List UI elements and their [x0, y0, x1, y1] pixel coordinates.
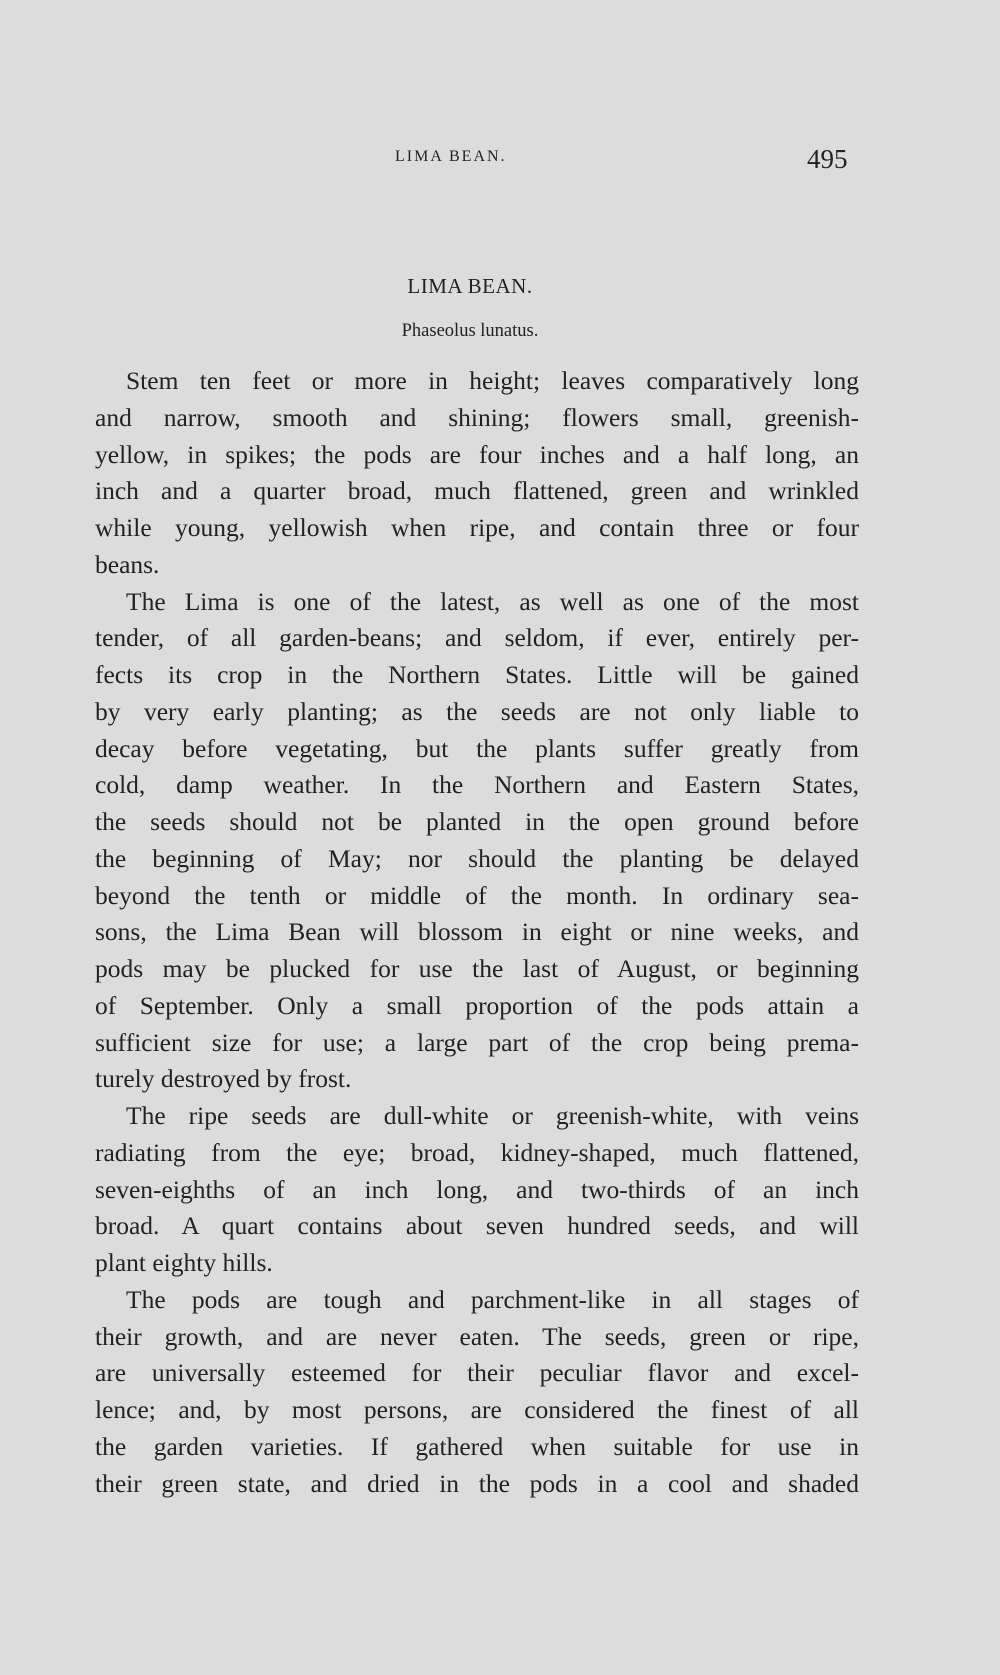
article-subtitle: Phaseolus lunatus. — [401, 321, 539, 341]
text-line: lence; and, by most persons, are considered the finest of all — [95, 1395, 859, 1424]
text-line: the beginning of May; nor should the planting be delayed — [95, 843, 859, 873]
text-line: pods may be plucked for use the last of August, or beginning — [95, 954, 859, 983]
text-line: inch and a quarter broad, much flattened, green and wrinkled — [95, 476, 859, 506]
text-line: the garden varieties. If gathered when suitable for use in — [95, 1431, 859, 1461]
text-line: turely destroyed by frost. — [95, 1064, 352, 1094]
text-line: beyond the tenth or middle of the month. In ordinary sea- — [95, 880, 859, 910]
text-line: sufficient size for use; a large part of the crop being prema- — [95, 1027, 859, 1057]
text-line: radiating from the eye; broad, kidney-shaped, much flattened, — [95, 1137, 859, 1167]
text-line: Stem ten feet or more in height; leaves comparatively long — [126, 366, 859, 395]
text-line: decay before vegetating, but the plants suffer greatly from — [95, 733, 859, 763]
text-line: tender, of all garden-beans; and seldom, if ever, entirely per- — [95, 623, 859, 653]
text-line: their growth, and are never eaten. The seeds, green or ripe, — [95, 1321, 859, 1351]
text-line: by very early planting; as the seeds are not only liable to — [95, 696, 859, 726]
text-line: are universally esteemed for their peculiar flavor and excel- — [95, 1358, 859, 1388]
page-number: 495 — [807, 144, 848, 174]
text-line: The ripe seeds are dull-white or greenish-white, with veins — [126, 1101, 859, 1130]
text-line: fects its crop in the Northern States. Little will be gained — [95, 660, 859, 689]
text-line: plant eighty hills. — [95, 1248, 273, 1277]
text-line: The Lima is one of the latest, as well as one of the most — [126, 586, 859, 616]
text-line: cold, damp weather. In the Northern and Eastern States, — [95, 770, 859, 800]
text-line: sons, the Lima Bean will blossom in eight or nine weeks, and — [95, 917, 859, 947]
running-head: LIMA BEAN. — [395, 148, 507, 165]
article-body — [95, 363, 859, 1502]
text-line: the seeds should not be planted in the open ground before — [95, 807, 859, 836]
text-line: broad. A quart contains about seven hundred seeds, and will — [95, 1211, 859, 1241]
article-title: LIMA BEAN. — [407, 274, 533, 298]
text-line: and narrow, smooth and shining; flowers small, greenish- — [95, 402, 859, 432]
text-line: yellow, in spikes; the pods are four inches and a half long, an — [95, 439, 859, 469]
text-line: of September. Only a small proportion of the pods attain a — [95, 990, 859, 1020]
text-line: beans. — [95, 549, 160, 579]
text-line: their green state, and dried in the pods in a cool and shaded — [95, 1468, 859, 1498]
text-line: while young, yellowish when ripe, and contain three or four — [95, 513, 859, 542]
text-line: seven-eighths of an inch long, and two-thirds of an inch — [95, 1174, 859, 1204]
text-line: The pods are tough and parchment-like in all stages of — [126, 1284, 859, 1314]
